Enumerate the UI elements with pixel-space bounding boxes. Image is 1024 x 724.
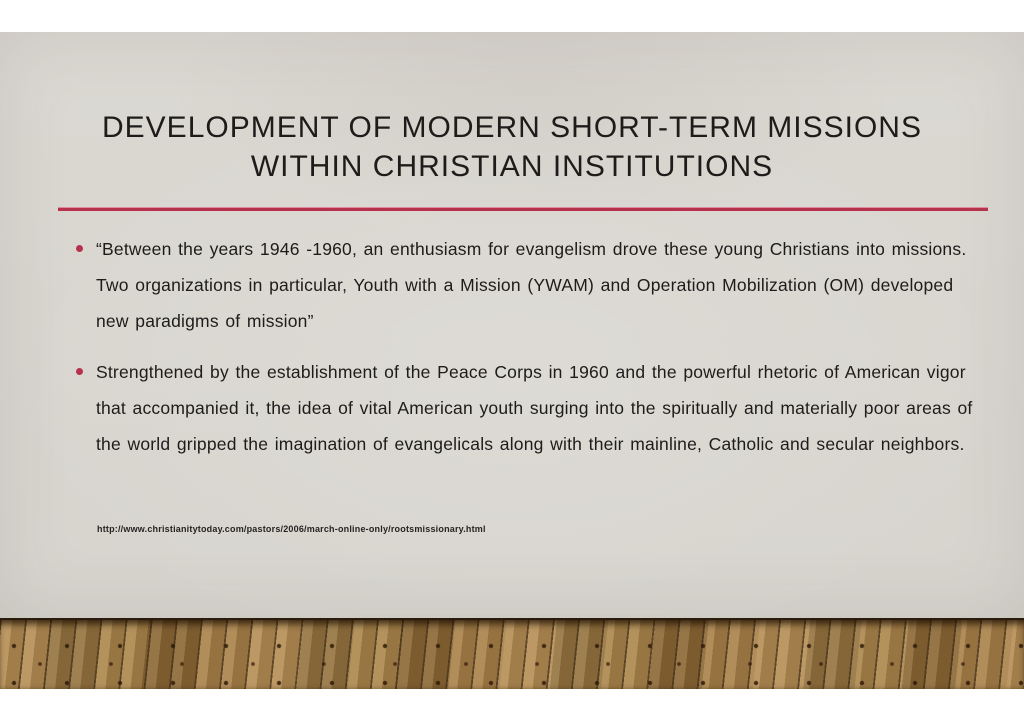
bullet-icon [76,245,83,252]
bullet-item-2 [76,354,988,462]
bullet-text-2: Strengthened by the establishment of the Peace Corps in 1960 and the powerful rhetoric of American vigor that accompanied it, the idea of vital American youth surging into the spiritually and materially poor areas of the world gripped the imagination of evangelicals along with their mainline, Catholic and secular neighbors. [96,362,973,454]
bullet-text-1: “Between the years 1946 -1960, an enthusiasm for evangelism drove these young Christians into missions. Two organizations in particular, Youth with a Mission (YWAM) and Operation Mobilization (OM) developed new paradigms of mission” [96,239,967,331]
title-underline [58,207,988,211]
bullet-list [76,231,988,477]
slide-canvas [0,32,1024,618]
title-line-1: DEVELOPMENT OF MODERN SHORT-TERM MISSIONS [102,111,922,144]
title-line-2: WITHIN CHRISTIAN INSTITUTIONS [250,150,774,183]
slide-title [62,108,962,186]
wood-floor-image [0,618,1024,689]
bullet-icon [76,368,83,375]
citation-url: http://www.christianitytoday.com/pastors/2006/march-online-only/rootsmissionary.html [97,524,486,534]
bullet-item-1 [76,231,988,339]
